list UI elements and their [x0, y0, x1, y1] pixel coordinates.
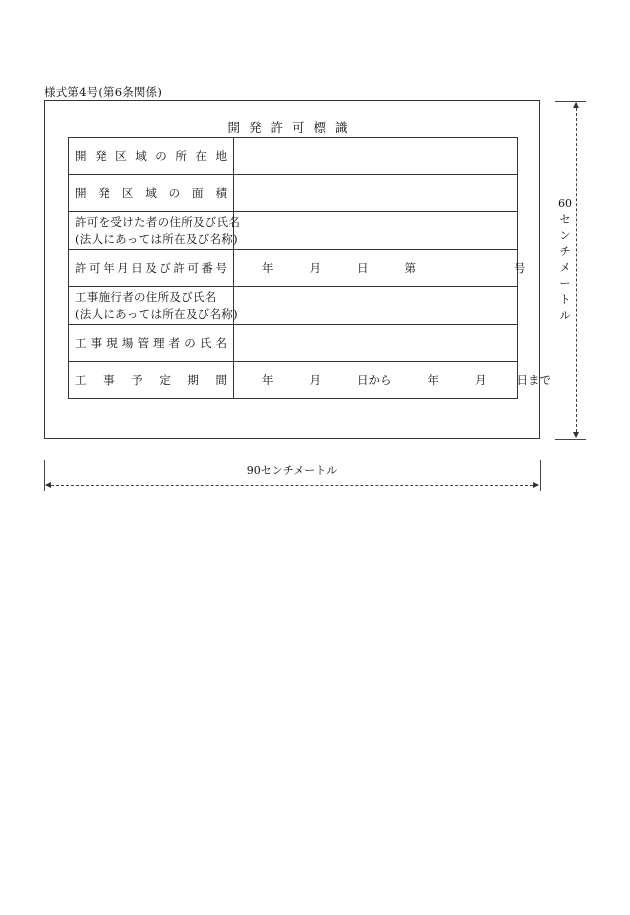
date-part: 日まで	[516, 373, 551, 387]
width-dimension-line	[46, 485, 538, 486]
row-value-cell	[234, 175, 518, 212]
table-row	[69, 250, 518, 287]
arrow-right-icon	[533, 482, 539, 488]
form-number-label: 様式第4号(第6条関係)	[44, 85, 163, 99]
row-label-line: (法人にあっては所在及び名称)	[75, 231, 238, 246]
date-part: 年	[262, 373, 274, 387]
row-label-cell	[69, 250, 234, 287]
table-row	[69, 325, 518, 362]
date-part: 日	[357, 261, 369, 275]
arrow-up-icon	[573, 102, 579, 108]
date-part: 月	[475, 373, 487, 387]
row-label-cell	[69, 212, 241, 250]
arrow-left-icon	[45, 482, 51, 488]
row-label-cell	[69, 325, 234, 362]
row-label-cell	[69, 287, 238, 325]
date-part: 年	[427, 373, 439, 387]
row-label-cell	[69, 362, 234, 399]
sign-title: 開発許可標識	[227, 120, 357, 135]
row-value	[240, 372, 551, 388]
table-row	[69, 138, 518, 175]
row-value-cell	[234, 287, 518, 325]
row-value-cell	[234, 212, 518, 250]
date-part: 日から	[357, 373, 392, 387]
height-dimension-line	[576, 103, 577, 437]
table-row	[69, 175, 518, 212]
row-value	[240, 260, 526, 276]
row-label-line: 工事施行者の住所及び氏名	[75, 289, 217, 304]
row-label-line: (法人にあっては所在及び名称)	[75, 306, 238, 321]
permit-info-table	[68, 137, 551, 399]
table-row	[69, 212, 518, 250]
date-part: 年	[262, 261, 274, 275]
table-row	[69, 362, 518, 399]
row-label-line: 許可を受けた者の住所及び氏名	[75, 214, 241, 229]
row-label: 工 事 現 場 管 理 者 の 氏 名	[75, 336, 227, 350]
date-part: 号	[514, 261, 526, 275]
row-value-cell	[234, 325, 518, 362]
height-dimension-label: 60センチメートル	[558, 197, 572, 322]
height-dimension-top-tick	[555, 101, 586, 102]
date-part: 月	[309, 373, 321, 387]
row-label-cell	[69, 175, 234, 212]
arrow-down-icon	[573, 432, 579, 438]
row-value-cell	[234, 362, 551, 399]
date-part: 月	[309, 261, 321, 275]
table-row	[69, 287, 518, 325]
row-value-cell	[234, 250, 526, 287]
row-label: 工 事 予 定 期 間	[75, 373, 227, 387]
width-dimension-label: 90センチメートル	[246, 464, 338, 477]
height-dimension-bottom-tick	[555, 439, 586, 440]
row-label: 開 発 区 域 の 所 在 地	[75, 149, 227, 163]
width-dimension-right-tick	[540, 460, 541, 491]
row-label: 許 可 年 月 日 及 び 許 可 番 号	[75, 261, 227, 275]
row-label: 開 発 区 域 の 面 積	[75, 186, 227, 200]
row-label-cell	[69, 138, 234, 175]
date-part: 第	[404, 261, 416, 275]
row-value-cell	[234, 138, 518, 175]
